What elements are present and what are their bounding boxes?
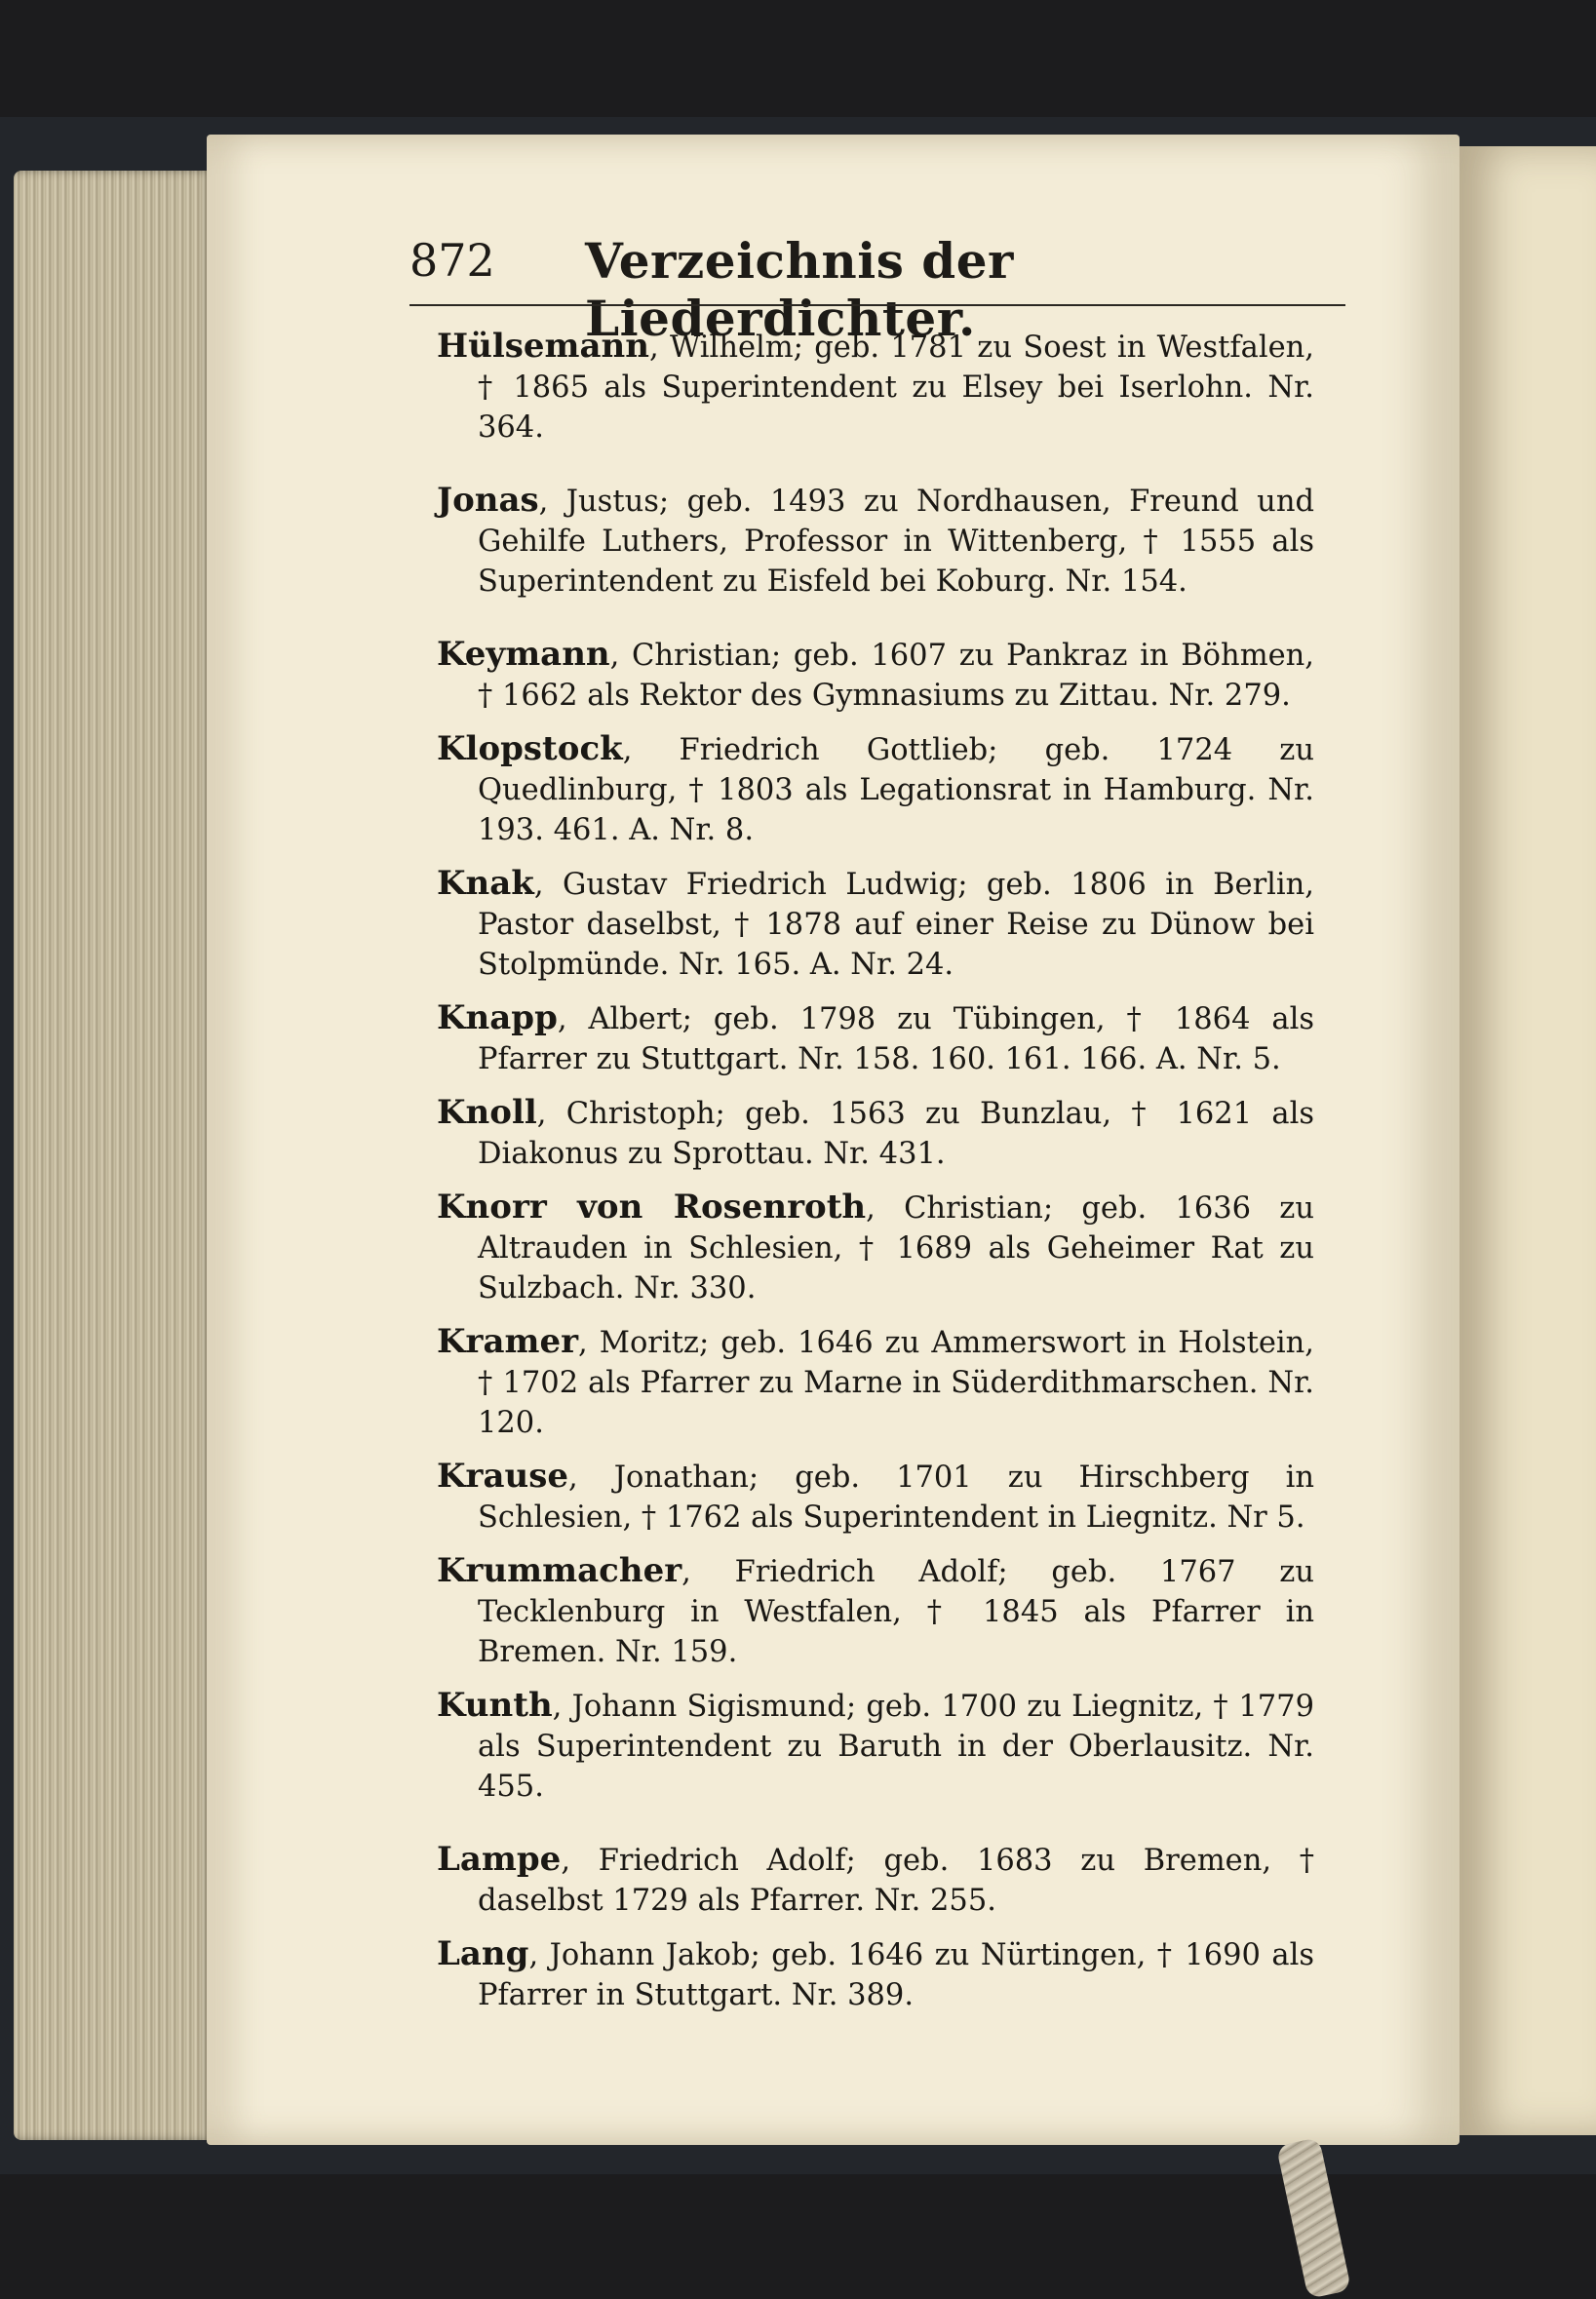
entry-name: Kramer [437,1322,579,1361]
entry-name: Krummacher [437,1551,682,1590]
entry-text: , Jonathan; geb. 1701 zu Hirschberg in Schlesien, † 1762 als Superintendent in Liegnitz. Nr 5. [478,1461,1314,1535]
entry-name: Lampe [437,1840,562,1879]
entry [437,1457,1314,1538]
header-rule [409,304,1345,306]
entry-text: , Christian; geb. 1607 zu Pankraz in Böhmen, † 1662 als Rektor des Gymnasiums zu Zittau. Nr. 279. [478,639,1314,713]
entry-name: Knak [437,864,534,903]
entry-text: , Gustav Friedrich Ludwig; geb. 1806 in Berlin, Pastor daselbst, † 1878 auf einer Reise zu Dünow bei Stolpmünde. Nr. 165. A. Nr. 24. [478,868,1314,982]
entry-text: , Christoph; geb. 1563 zu Bunzlau, † 1621 als Diakonus zu Sprottau. Nr. 431. [478,1097,1314,1171]
entry-text: , Albert; geb. 1798 zu Tübingen, † 1864 als Pfarrer zu Stuttgart. Nr. 158. 160. 161. 166. A. Nr. 5. [478,1002,1314,1076]
entry [437,327,1314,448]
entry [437,729,1314,850]
entry [437,1840,1314,1921]
entry-text: , Friedrich Adolf; geb. 1683 zu Bremen, † daselbst 1729 als Pfarrer. Nr. 255. [478,1844,1314,1918]
entry [437,481,1314,602]
entry [437,998,1314,1079]
entry-text: , Justus; geb. 1493 zu Nordhausen, Freund und Gehilfe Luthers, Professor in Wittenberg, † 1555 als Superintendent zu Eisfeld bei Koburg. Nr. 154. [478,485,1314,599]
entry [437,635,1314,716]
entry-name: Kunth [437,1686,553,1725]
entry-name: Knoll [437,1093,537,1132]
entry-text: , Johann Sigismund; geb. 1700 zu Liegnitz, † 1779 als Superintendent zu Baruth in der Oberlausitz. Nr. 455. [478,1690,1314,1804]
entry [437,1551,1314,1672]
facing-page-edge [1460,146,1596,2135]
entry-name: Hülsemann [437,327,649,366]
entry [437,1093,1314,1174]
page-number: 872 [409,234,495,287]
entry-text: , Johann Jakob; geb. 1646 zu Nürtingen, † 1690 als Pfarrer in Stuttgart. Nr. 389. [478,1938,1314,2012]
running-title: Verzeichnis der Liederdichter. [585,232,1014,347]
entry-list [437,327,1314,2029]
page-edges [14,171,214,2140]
entry-name: Jonas [437,481,539,520]
entry-name: Lang [437,1934,529,1973]
entry-name: Knapp [437,998,558,1037]
entry [437,864,1314,985]
entry-name: Knorr von Rosenroth [437,1188,867,1227]
entry [437,1686,1314,1807]
entry-name: Krause [437,1457,568,1496]
entry [437,1188,1314,1308]
entry [437,1934,1314,2015]
entry-name: Klopstock [437,729,623,768]
entry [437,1322,1314,1443]
entry-name: Keymann [437,635,610,674]
entry-text: , Christian; geb. 1636 zu Altrauden in Schlesien, † 1689 als Geheimer Rat zu Sulzbach. Nr. 330. [478,1191,1314,1305]
entry-text: , Wilhelm; geb. 1781 zu Soest in Westfalen, † 1865 als Superintendent zu Elsey bei Iserlohn. Nr. 364. [478,331,1314,445]
entry-text: , Friedrich Gottlieb; geb. 1724 zu Quedlinburg, † 1803 als Legationsrat in Hamburg. Nr. 193. 461. A. Nr. 8. [478,733,1314,847]
entry-text: , Moritz; geb. 1646 zu Ammerswort in Holstein, † 1702 als Pfarrer zu Marne in Süderdithmarschen. Nr. 120. [478,1326,1314,1440]
entry-text: , Friedrich Adolf; geb. 1767 zu Tecklenburg in Westfalen, † 1845 als Pfarrer in Bremen. Nr. 159. [478,1555,1314,1669]
